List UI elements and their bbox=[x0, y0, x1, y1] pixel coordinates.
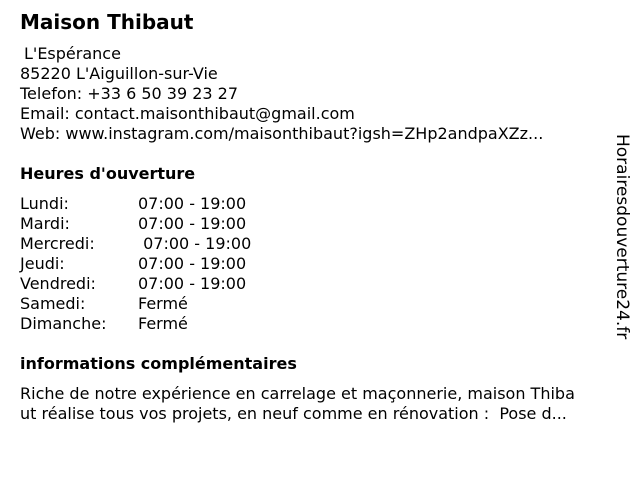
email-address: Email: contact.maisonthibaut@gmail.com bbox=[20, 104, 355, 123]
description bbox=[20, 384, 620, 424]
time-value: Fermé bbox=[138, 294, 188, 313]
hours-heading: Heures d'ouverture bbox=[20, 164, 196, 183]
business-name: Maison Thibaut bbox=[20, 10, 194, 34]
watermark bbox=[612, 134, 632, 346]
website: Web: www.instagram.com/maisonthibaut?igsh=ZHp2andpaXZz... bbox=[20, 124, 544, 143]
info-heading: informations complémentaires bbox=[20, 354, 297, 373]
day-label: Dimanche: bbox=[20, 314, 107, 333]
description-line-2: ut réalise tous vos projets, en neuf comme en rénovation : Pose d... bbox=[20, 404, 567, 423]
day-label: Vendredi: bbox=[20, 274, 96, 293]
description-line-1: Riche de notre expérience en carrelage et maçonnerie, maison Thiba bbox=[20, 384, 575, 403]
city-postal: 85220 L'Aiguillon-sur-Vie bbox=[20, 64, 218, 83]
day-label: Jeudi: bbox=[20, 254, 65, 273]
contact-block bbox=[20, 44, 543, 144]
street-address: L'Espérance bbox=[24, 44, 121, 63]
time-value: 07:00 - 19:00 bbox=[138, 274, 247, 293]
watermark-text: Horairesdouverture24.fr bbox=[612, 134, 632, 340]
time-value: Fermé bbox=[138, 314, 188, 333]
time-value: 07:00 - 19:00 bbox=[138, 214, 247, 233]
time-value: 07:00 - 19:00 bbox=[138, 234, 252, 253]
day-label: Mercredi: bbox=[20, 234, 95, 253]
day-label: Mardi: bbox=[20, 214, 70, 233]
time-value: 07:00 - 19:00 bbox=[138, 254, 247, 273]
day-label: Samedi: bbox=[20, 294, 86, 313]
phone-number: Telefon: +33 6 50 39 23 27 bbox=[20, 84, 239, 103]
time-value: 07:00 - 19:00 bbox=[138, 194, 247, 213]
day-label: Lundi: bbox=[20, 194, 69, 213]
